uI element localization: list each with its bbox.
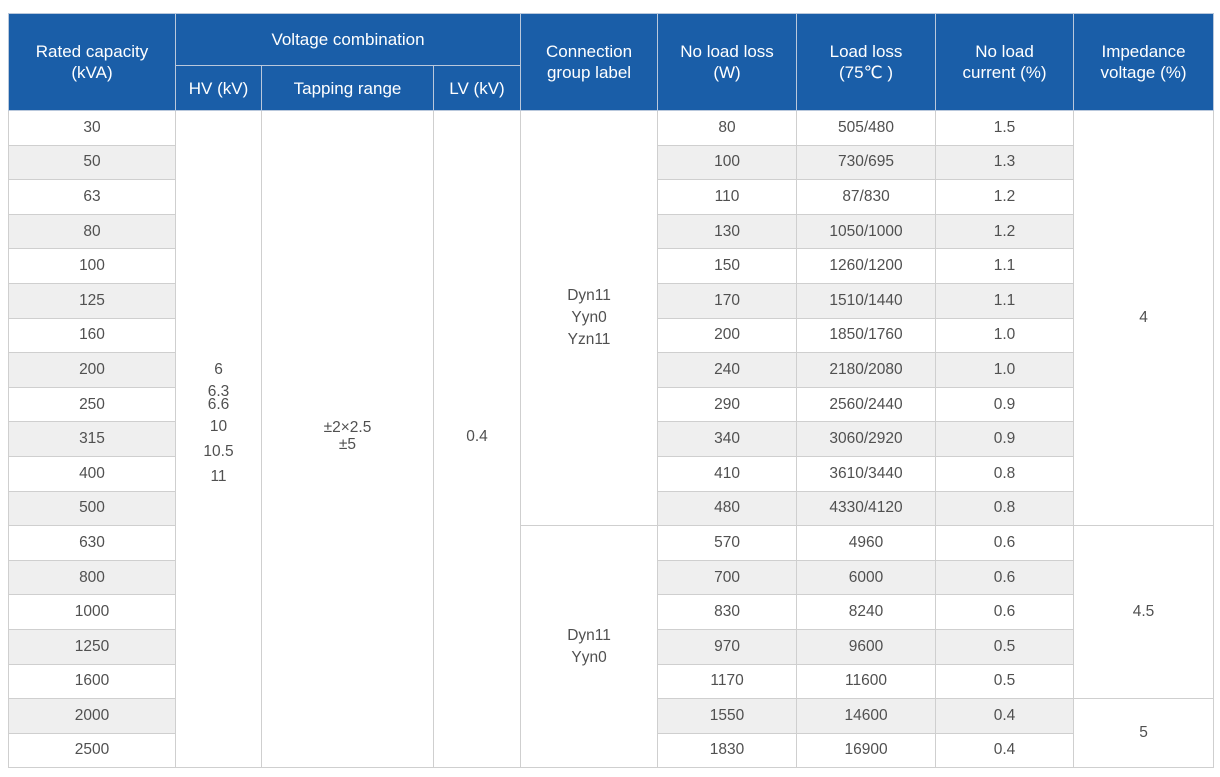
cell-rated-capacity: 315 <box>9 422 176 457</box>
header-impedance-line2: voltage (%) <box>1100 63 1187 82</box>
cell-rated-capacity: 630 <box>9 526 176 561</box>
cell-load-loss: 1050/1000 <box>797 214 936 249</box>
cell-load-loss: 1260/1200 <box>797 249 936 284</box>
cell-rated-capacity: 1000 <box>9 595 176 630</box>
header-load-loss <box>797 14 936 111</box>
cell-load-loss: 1850/1760 <box>797 318 936 353</box>
header-load-loss-line2: (75℃ ) <box>839 63 894 82</box>
cell-no-load-loss: 100 <box>658 145 797 180</box>
cell-no-load-loss: 700 <box>658 560 797 595</box>
connection-value: Dyn11 <box>567 626 611 644</box>
tapping-value: ±2×2.5 <box>323 419 372 436</box>
hv-value: 6 <box>214 361 223 378</box>
connection-value: Dyn11 <box>567 287 611 305</box>
cell-no-load-loss: 340 <box>658 422 797 457</box>
table-row <box>9 111 1214 146</box>
cell-no-load-loss: 110 <box>658 180 797 215</box>
cell-rated-capacity: 800 <box>9 560 176 595</box>
cell-impedance-2: 4.5 <box>1074 526 1214 699</box>
cell-load-loss: 2560/2440 <box>797 387 936 422</box>
hv-value: 6.3 <box>207 383 230 400</box>
cell-impedance-1: 4 <box>1074 111 1214 526</box>
cell-no-load-loss: 150 <box>658 249 797 284</box>
transformer-spec-table <box>8 13 1214 768</box>
hv-value: 11 <box>210 468 227 485</box>
cell-load-loss: 4330/4120 <box>797 491 936 526</box>
connection-value: Yzn11 <box>567 331 611 349</box>
header-rated-capacity-line2: (kVA) <box>71 63 113 82</box>
cell-rated-capacity: 200 <box>9 353 176 388</box>
cell-hv-values <box>176 111 262 768</box>
tapping-value: ±5 <box>338 436 357 453</box>
cell-load-loss: 14600 <box>797 699 936 734</box>
header-connection-line2: group label <box>546 63 632 82</box>
cell-load-loss: 3610/3440 <box>797 456 936 491</box>
table-body <box>9 111 1214 768</box>
cell-rated-capacity: 250 <box>9 387 176 422</box>
cell-no-load-loss: 1550 <box>658 699 797 734</box>
header-no-load-loss <box>658 14 797 111</box>
cell-rated-capacity: 160 <box>9 318 176 353</box>
cell-rated-capacity: 50 <box>9 145 176 180</box>
cell-no-load-current: 0.4 <box>936 733 1074 768</box>
cell-no-load-current: 0.5 <box>936 629 1074 664</box>
header-voltage-combination: Voltage combination <box>176 14 521 66</box>
cell-rated-capacity: 2500 <box>9 733 176 768</box>
cell-no-load-current: 0.4 <box>936 699 1074 734</box>
cell-load-loss: 1510/1440 <box>797 283 936 318</box>
header-hv: HV (kV) <box>176 66 262 111</box>
header-no-load-current-line2: current (%) <box>962 63 1047 82</box>
hv-value: 10 <box>209 418 228 435</box>
cell-no-load-current: 1.0 <box>936 353 1074 388</box>
cell-lv <box>434 111 521 768</box>
header-connection-group <box>521 14 658 111</box>
cell-rated-capacity: 80 <box>9 214 176 249</box>
cell-no-load-loss: 240 <box>658 353 797 388</box>
cell-no-load-loss: 1830 <box>658 733 797 768</box>
cell-load-loss: 4960 <box>797 526 936 561</box>
header-impedance-voltage <box>1074 14 1214 111</box>
cell-rated-capacity: 100 <box>9 249 176 284</box>
cell-rated-capacity: 500 <box>9 491 176 526</box>
cell-load-loss: 505/480 <box>797 111 936 146</box>
cell-load-loss: 87/830 <box>797 180 936 215</box>
header-no-load-current-line1: No load <box>975 42 1034 61</box>
lv-value: 0.4 <box>466 428 488 445</box>
cell-no-load-current: 1.2 <box>936 214 1074 249</box>
cell-no-load-loss: 80 <box>658 111 797 146</box>
cell-connection-group-1 <box>521 111 658 526</box>
cell-rated-capacity: 1600 <box>9 664 176 699</box>
cell-no-load-current: 1.0 <box>936 318 1074 353</box>
header-no-load-current <box>936 14 1074 111</box>
connection-value: Yyn0 <box>571 648 607 666</box>
spec-table-container <box>8 13 1214 768</box>
cell-load-loss: 9600 <box>797 629 936 664</box>
cell-rated-capacity: 63 <box>9 180 176 215</box>
cell-no-load-loss: 1170 <box>658 664 797 699</box>
cell-no-load-current: 1.3 <box>936 145 1074 180</box>
header-impedance-line1: Impedance <box>1101 42 1186 61</box>
connection-value: Yyn0 <box>571 309 607 327</box>
cell-no-load-loss: 570 <box>658 526 797 561</box>
hv-value: 6.6 <box>207 396 230 413</box>
cell-rated-capacity: 400 <box>9 456 176 491</box>
cell-tapping-range <box>262 111 434 768</box>
cell-load-loss: 11600 <box>797 664 936 699</box>
cell-no-load-current: 0.9 <box>936 387 1074 422</box>
cell-load-loss: 16900 <box>797 733 936 768</box>
cell-load-loss: 8240 <box>797 595 936 630</box>
cell-no-load-loss: 290 <box>658 387 797 422</box>
cell-no-load-loss: 170 <box>658 283 797 318</box>
header-lv: LV (kV) <box>434 66 521 111</box>
cell-load-loss: 730/695 <box>797 145 936 180</box>
hv-value: 10.5 <box>203 443 234 460</box>
header-load-loss-line1: Load loss <box>829 42 903 61</box>
cell-rated-capacity: 30 <box>9 111 176 146</box>
cell-no-load-loss: 200 <box>658 318 797 353</box>
cell-no-load-current: 1.5 <box>936 111 1074 146</box>
cell-load-loss: 2180/2080 <box>797 353 936 388</box>
cell-no-load-current: 1.2 <box>936 180 1074 215</box>
header-no-load-loss-line2: (W) <box>713 63 741 82</box>
cell-load-loss: 3060/2920 <box>797 422 936 457</box>
header-rated-capacity-line1: Rated capacity <box>35 42 149 61</box>
table-header <box>9 14 1214 111</box>
cell-no-load-current: 1.1 <box>936 249 1074 284</box>
header-tapping-range: Tapping range <box>262 66 434 111</box>
cell-no-load-current: 0.6 <box>936 560 1074 595</box>
cell-no-load-current: 0.9 <box>936 422 1074 457</box>
cell-connection-group-2 <box>521 526 658 768</box>
cell-no-load-loss: 480 <box>658 491 797 526</box>
cell-no-load-current: 1.1 <box>936 283 1074 318</box>
cell-no-load-loss: 130 <box>658 214 797 249</box>
cell-rated-capacity: 1250 <box>9 629 176 664</box>
header-rated-capacity <box>9 14 176 111</box>
header-connection-line1: Connection <box>546 42 633 61</box>
cell-rated-capacity: 2000 <box>9 699 176 734</box>
cell-no-load-current: 0.6 <box>936 526 1074 561</box>
cell-no-load-loss: 970 <box>658 629 797 664</box>
cell-no-load-current: 0.8 <box>936 456 1074 491</box>
cell-no-load-current: 0.5 <box>936 664 1074 699</box>
cell-rated-capacity: 125 <box>9 283 176 318</box>
cell-load-loss: 6000 <box>797 560 936 595</box>
cell-no-load-current: 0.6 <box>936 595 1074 630</box>
cell-impedance-3: 5 <box>1074 699 1214 768</box>
cell-no-load-loss: 830 <box>658 595 797 630</box>
cell-no-load-loss: 410 <box>658 456 797 491</box>
header-no-load-loss-line1: No load loss <box>680 42 774 61</box>
cell-no-load-current: 0.8 <box>936 491 1074 526</box>
